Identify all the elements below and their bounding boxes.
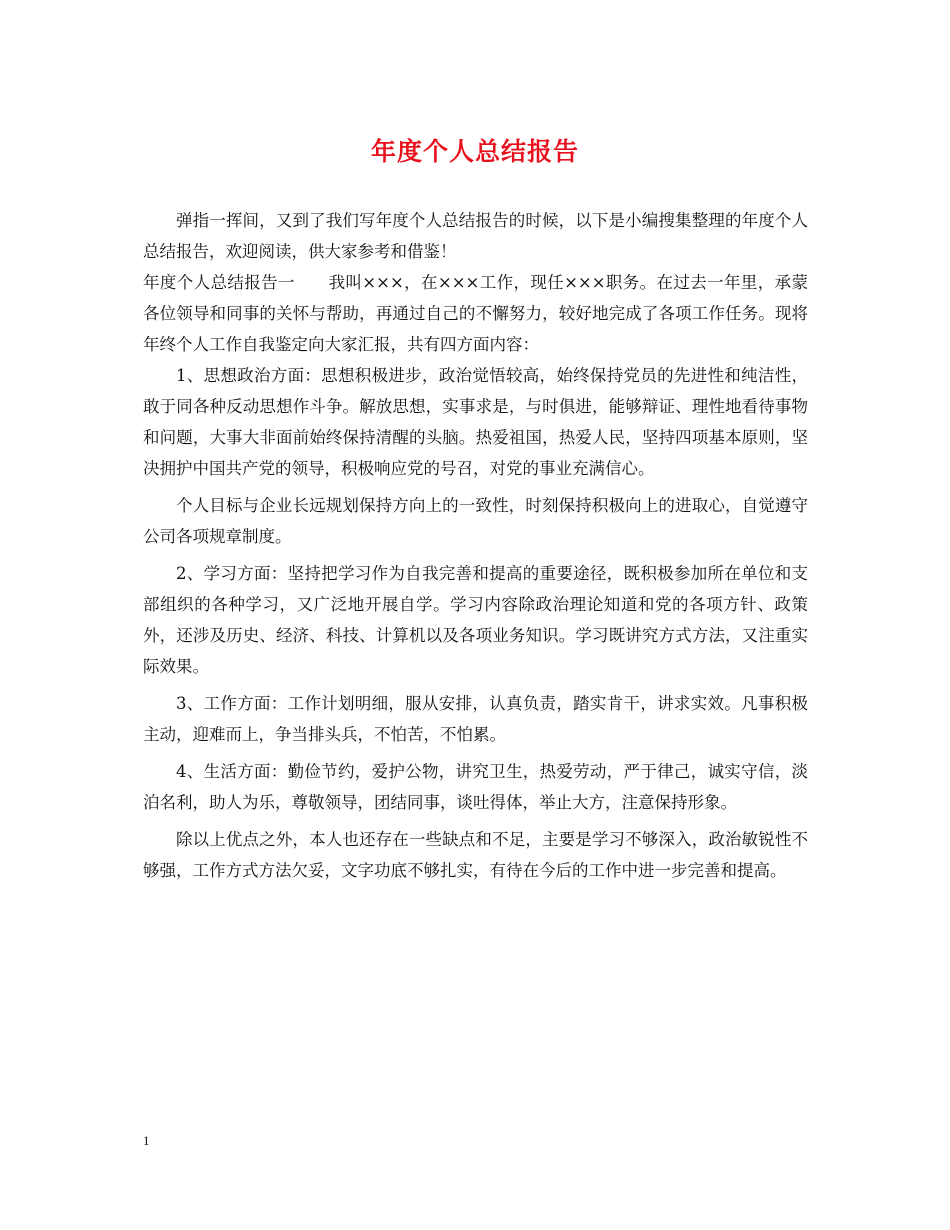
shortcomings-paragraph: 除以上优点之外，本人也还存在一些缺点和不足，主要是学习不够深入，政治敏锐性不够强，工作方式方法欠妥，文字功底不够扎实，有待在今后的工作中进一步完善和提高。 <box>143 830 808 880</box>
intro-paragraph: 弹指一挥间，又到了我们写年度个人总结报告的时候，以下是小编搜集整理的年度个人总结报告，欢迎阅读，供大家参考和借鉴！ <box>143 211 808 261</box>
life-paragraph: 4、生活方面：勤俭节约，爱护公物，讲究卫生，热爱劳动，严于律己，诚实守信，淡泊名利，助人为乐，尊敬领导，团结同事，谈吐得体，举止大方，注意保持形象。 <box>143 762 808 812</box>
page-number: 1 <box>143 1133 150 1148</box>
goals-paragraph: 个人目标与企业长远规划保持方向上的一致性，时刻保持积极向上的进取心，自觉遵守公司各项规章制度。 <box>143 496 808 546</box>
document-title: 年度个人总结报告 <box>370 137 579 166</box>
work-paragraph: 3、工作方面：工作计划明细，服从安排，认真负责，踏实肯干，讲求实效。凡事积极主动，迎难而上，争当排头兵，不怕苦，不怕累。 <box>143 694 808 744</box>
study-paragraph: 2、学习方面：坚持把学习作为自我完善和提高的重要途径，既积极参加所在单位和支部组织的各种学习，又广泛地开展自学。学习内容除政治理论知道和党的各项方针、政策外，还涉及历史、经济、科技、计算机以及各项业务知识。学习既讲究方式方法，又注重实际效果。 <box>143 564 808 676</box>
ideology-paragraph: 1、思想政治方面：思想积极进步，政治觉悟较高，始终保持党员的先进性和纯洁性，敢于同各种反动思想作斗争。解放思想，实事求是，与时俱进，能够辩证、理性地看待事物和问题，大事大非面前始终保持清醒的头脑。热爱祖国，热爱人民，坚持四项基本原则，坚决拥护中国共产党的领导，积极响应党的号召，对党的事业充满信心。 <box>143 366 808 478</box>
document-body <box>143 205 808 886</box>
report-one-paragraph: 年度个人总结报告一 我叫×××，在×××工作，现任×××职务。在过去一年里，承蒙各位领导和同事的关怀与帮助，再通过自己的不懈努力，较好地完成了各项工作任务。现将年终个人工作自我鉴定向大家汇报，共有四方面内容： <box>143 273 808 354</box>
